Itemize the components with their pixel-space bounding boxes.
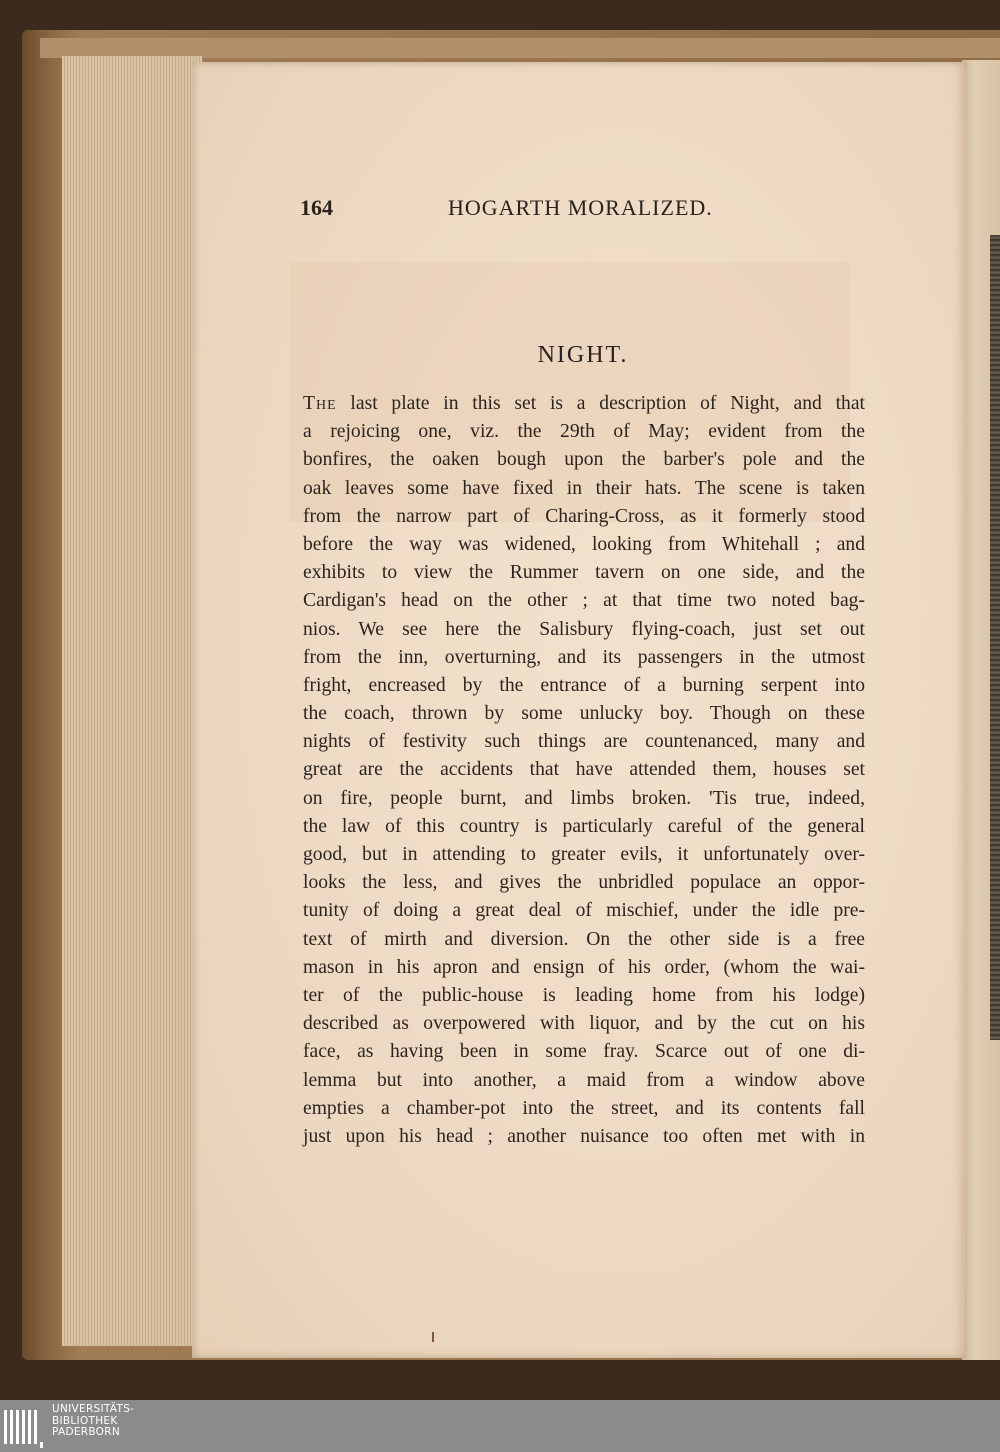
text-line: a rejoicing one, viz. the 29th of May; evident from the	[303, 421, 865, 443]
page-stack-edges	[62, 56, 203, 1346]
page-header	[300, 195, 730, 225]
text-line: just upon his head ; another nuisance too often met with in	[303, 1125, 865, 1147]
text-line: the coach, thrown by some unlucky boy. Though on these	[303, 703, 865, 725]
running-head: HOGARTH MORALIZED.	[448, 195, 713, 220]
text-line: from the narrow part of Charing-Cross, as it formerly stood	[303, 505, 865, 527]
text-line: great are the accidents that have attended them, houses set	[303, 759, 865, 781]
text-line: exhibits to view the Rummer tavern on one side, and the	[303, 562, 865, 584]
library-logo-text	[52, 1404, 134, 1439]
text-line: tunity of doing a great deal of mischief, under the idle pre-	[303, 900, 865, 922]
text-line: lemma but into another, a maid from a window above	[303, 1069, 865, 1091]
text-line: the law of this country is particularly careful of the general	[303, 815, 865, 837]
section-title: NIGHT.	[537, 342, 629, 368]
text-line: looks the less, and gives the unbridled populace an oppor-	[303, 872, 865, 894]
book-cover-top-edge	[40, 38, 1000, 58]
text-line	[303, 390, 865, 418]
text-line: text of mirth and diversion. On the other side is a free	[303, 928, 865, 950]
text-line: empties a chamber-pot into the street, and its contents fall	[303, 1097, 865, 1119]
text-line: before the way was widened, looking from Whitehall ; and	[303, 533, 865, 555]
text-line: ter of the public-house is leading home from his lodge)	[303, 984, 865, 1006]
library-footer	[0, 1400, 1000, 1452]
text-line: fright, encreased by the entrance of a burning serpent into	[303, 674, 865, 696]
body-text	[303, 390, 865, 1151]
logo-line: BIBLIOTHEK	[52, 1414, 118, 1427]
text-line: nios. We see here the Salisbury flying-coach, just set out	[303, 618, 865, 640]
drop-word: The	[303, 393, 337, 414]
text-line: on fire, people burnt, and limbs broken. 'Tis true, indeed,	[303, 787, 865, 809]
text-line: oak leaves some have fixed in their hats. The scene is taken	[303, 477, 865, 499]
text-line: from the inn, overturning, and its passengers in the utmost	[303, 646, 865, 668]
page-number: 164	[300, 195, 333, 220]
text-line: face, as having been in some fray. Scarce out of one di-	[303, 1041, 865, 1063]
text-line: bonfires, the oaken bough upon the barber's pole and the	[303, 449, 865, 471]
text-line: nights of festivity such things are countenanced, many and	[303, 731, 865, 753]
text-line: described as overpowered with liquor, and by the cut on his	[303, 1013, 865, 1035]
page-mark	[432, 1332, 434, 1342]
library-barcode-logo-icon	[4, 1404, 44, 1450]
logo-line: PADERBORN	[52, 1426, 120, 1438]
text-line-rest: last plate in this set is a description of Night, and that	[336, 393, 865, 414]
text-line: good, but in attending to greater evils, it unfortunately over-	[303, 844, 865, 865]
logo-line: UNIVERSITÄTS-	[52, 1403, 135, 1415]
text-line: Cardigan's head on the other ; at that time two noted bag-	[303, 590, 865, 612]
text-line: mason in his apron and ensign of his order, (whom the wai-	[303, 956, 865, 978]
